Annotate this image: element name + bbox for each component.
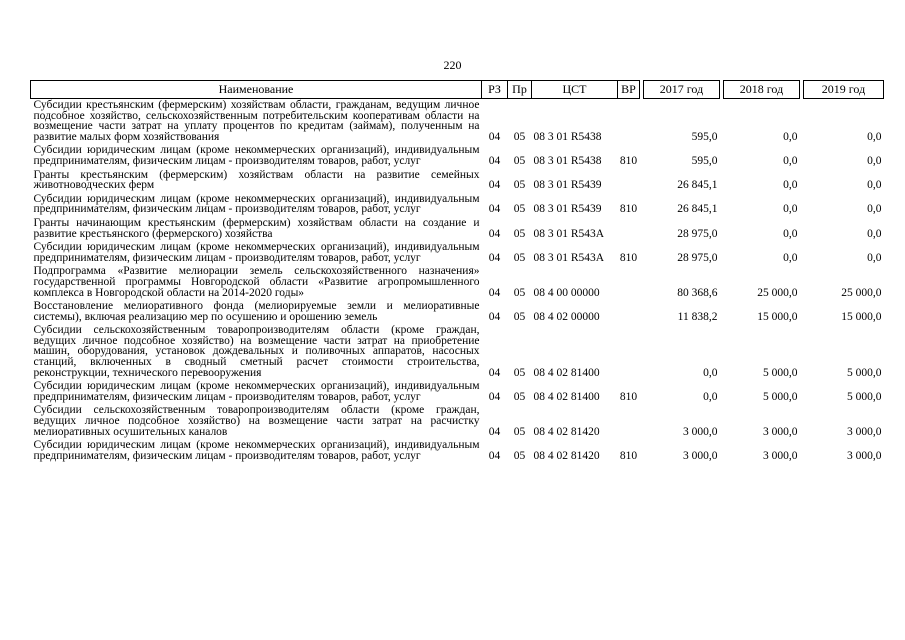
cell-name: Субсидии юридическим лицам (кроме некоммерческих организаций), индивидуальным предпринимателям, физическим лицам - производителям товаров, работ, услуг [33,439,480,462]
cell-cst: 08 4 02 00000 [533,310,600,323]
cell-2018: 0,0 [783,251,798,264]
table-row [31,300,884,324]
cell-pr: 05 [513,203,526,216]
cell-name: Субсидии юридическим лицам (кроме некоммерческих организаций), индивидуальным предпринимателям, физическим лицам - производителям товаров, работ, услуг [33,144,480,167]
cell-pr: 05 [513,425,526,438]
cell-2018: 0,0 [783,179,798,192]
table-row [31,265,884,300]
cell-rz: 04 [488,449,501,462]
cell-2019: 3 000,0 [847,449,882,462]
cell-name: Субсидии юридическим лицам (кроме некоммерческих организаций), индивидуальным предпринимателям, физическим лицам - производителям товаров, работ, услуг [33,241,480,264]
cell-name: Подпрограмма «Развитие мелиорации земель сельскохозяйственного назначения» государственной программы Новгородской области «Развитие агропромышленного комплекса в Новгородской области на 2014-2020 годы» [33,265,480,299]
cell-cst: 08 3 01 R543A [533,251,605,264]
cell-pr: 05 [513,286,526,299]
cell-name: Субсидии юридическим лицам (кроме некоммерческих организаций), индивидуальным предпринимателям, физическим лицам - производителям товаров, работ, услуг [33,380,480,403]
cell-2018: 5 000,0 [763,366,798,379]
cell-2017: 595,0 [691,130,718,143]
cell-name: Гранты крестьянским (фермерским) хозяйствам области на развитие семейных животноводческих ферм [33,168,480,192]
header-pr: Пр [508,81,532,99]
table-row [31,404,884,439]
cell-2018: 3 000,0 [763,425,798,438]
cell-2019: 0,0 [867,227,882,240]
cell-pr: 05 [513,154,526,167]
table-row [31,144,884,168]
cell-rz: 04 [488,130,501,143]
cell-2019: 0,0 [867,251,882,264]
cell-rz: 04 [488,227,501,240]
cell-name: Субсидии сельскохозяйственным товаропроизводителям области (кроме граждан, ведущих личное подсобное хозяйство) на возмещение части затрат на расчистку мелиоративных осушительных каналов [33,404,480,438]
cell-2018: 25 000,0 [757,286,798,299]
cell-vr [618,169,640,193]
cell-name: Восстановление мелиоративного фонда (мелиорируемые земли и мелиоративные системы), включая реализацию мер по осушению и орошению земель [33,300,480,323]
cell-2018: 0,0 [783,203,798,216]
cell-2017: 0,0 [703,390,718,403]
cell-vr: 810 [619,203,638,216]
cell-pr: 05 [513,251,526,264]
cell-2017: 3 000,0 [683,449,718,462]
table-row [31,217,884,241]
cell-vr [618,300,640,324]
cell-pr: 05 [513,449,526,462]
cell-rz: 04 [488,179,501,192]
cell-2017: 0,0 [703,366,718,379]
cell-2019: 0,0 [867,179,882,192]
header-2017: 2017 год [644,81,720,99]
cell-pr: 05 [513,179,526,192]
cell-vr [618,217,640,241]
cell-2017: 26 845,1 [677,203,718,216]
cell-rz: 04 [488,366,501,379]
cell-cst: 08 4 02 81400 [533,366,600,379]
cell-name: Субсидии юридическим лицам (кроме некоммерческих организаций), индивидуальным предпринимателям, физическим лицам - производителям товаров, работ, услуг [33,192,480,216]
cell-2019: 0,0 [867,203,882,216]
cell-rz: 04 [488,203,501,216]
cell-2017: 28 975,0 [677,227,718,240]
table-row [31,439,884,463]
cell-2019: 5 000,0 [847,366,882,379]
cell-2017: 80 368,6 [677,286,718,299]
cell-2018: 5 000,0 [763,390,798,403]
cell-cst: 08 3 01 R5438 [533,130,602,143]
table-row [31,193,884,217]
table-row [31,324,884,380]
cell-name: Гранты начинающим крестьянским (фермерским) хозяйствам области на создание и развитие крестьянского (фермерского) хозяйства [33,216,480,240]
cell-pr: 05 [513,310,526,323]
header-name: Наименование [31,81,482,99]
cell-rz: 04 [488,154,501,167]
cell-2017: 11 838,2 [677,310,718,323]
header-vr: ВР [618,81,640,99]
cell-cst: 08 4 02 81400 [533,390,600,403]
page-number: 220 [443,58,462,72]
cell-rz: 04 [488,286,501,299]
cell-2017: 26 845,1 [677,179,718,192]
cell-2019: 5 000,0 [847,390,882,403]
table-row [31,169,884,193]
cell-name: Субсидии сельскохозяйственным товаропроизводителям области (кроме граждан, ведущих личное подсобное хозяйство) на возмещение части затрат на приобретение машин, оборудования, установок дождевальных и поливочных аппаратов, насосных станций, включенных в сводный сметный расчет стоимости строительства, реконструкции, технического перевооружения [33,324,480,379]
cell-rz: 04 [488,251,501,264]
table-body [31,99,884,464]
cell-pr: 05 [513,227,526,240]
cell-2018: 0,0 [783,130,798,143]
cell-2017: 595,0 [691,154,718,167]
cell-pr: 05 [513,366,526,379]
table-row [31,241,884,265]
cell-2017: 3 000,0 [683,425,718,438]
cell-2018: 0,0 [783,154,798,167]
cell-cst: 08 3 01 R5439 [533,179,602,192]
cell-2019: 0,0 [867,154,882,167]
cell-rz: 04 [488,425,501,438]
cell-2019: 25 000,0 [841,286,882,299]
cell-vr: 810 [619,251,638,264]
cell-2019: 0,0 [867,130,882,143]
cell-2018: 3 000,0 [763,449,798,462]
cell-cst: 08 4 02 81420 [533,425,600,438]
cell-vr [618,99,640,145]
cell-vr: 810 [619,390,638,403]
cell-vr: 810 [619,154,638,167]
cell-vr: 810 [619,449,638,462]
cell-cst: 08 4 02 81420 [533,449,600,462]
cell-pr: 05 [513,130,526,143]
table-row [31,380,884,404]
header-rz: РЗ [482,81,508,99]
table-row [31,99,884,145]
cell-cst: 08 3 01 R5438 [533,154,602,167]
cell-pr: 05 [513,390,526,403]
cell-rz: 04 [488,310,501,323]
cell-2019: 3 000,0 [847,425,882,438]
cell-2018: 15 000,0 [757,310,798,323]
cell-vr [618,404,640,439]
header-cst: ЦСТ [532,81,618,99]
cell-2018: 0,0 [783,227,798,240]
cell-2019: 15 000,0 [841,310,882,323]
cell-name: Субсидии крестьянским (фермерским) хозяйствам области, гражданам, ведущим личное подсобное хозяйство, сельскохозяйственным потребительским кооперативам области на возмещение части затрат на уплату процентов по кредитам (займам), полученным на развитие малых форм хозяйствования [33,99,480,143]
cell-rz: 04 [488,390,501,403]
cell-vr [618,265,640,300]
table-header [31,81,884,99]
cell-cst: 08 4 00 00000 [533,286,600,299]
cell-2017: 28 975,0 [677,251,718,264]
cell-cst: 08 3 01 R543A [533,227,605,240]
cell-vr [618,324,640,380]
header-2019: 2019 год [804,81,884,99]
cell-cst: 08 3 01 R5439 [533,203,602,216]
budget-table [30,80,884,463]
header-2018: 2018 год [724,81,800,99]
